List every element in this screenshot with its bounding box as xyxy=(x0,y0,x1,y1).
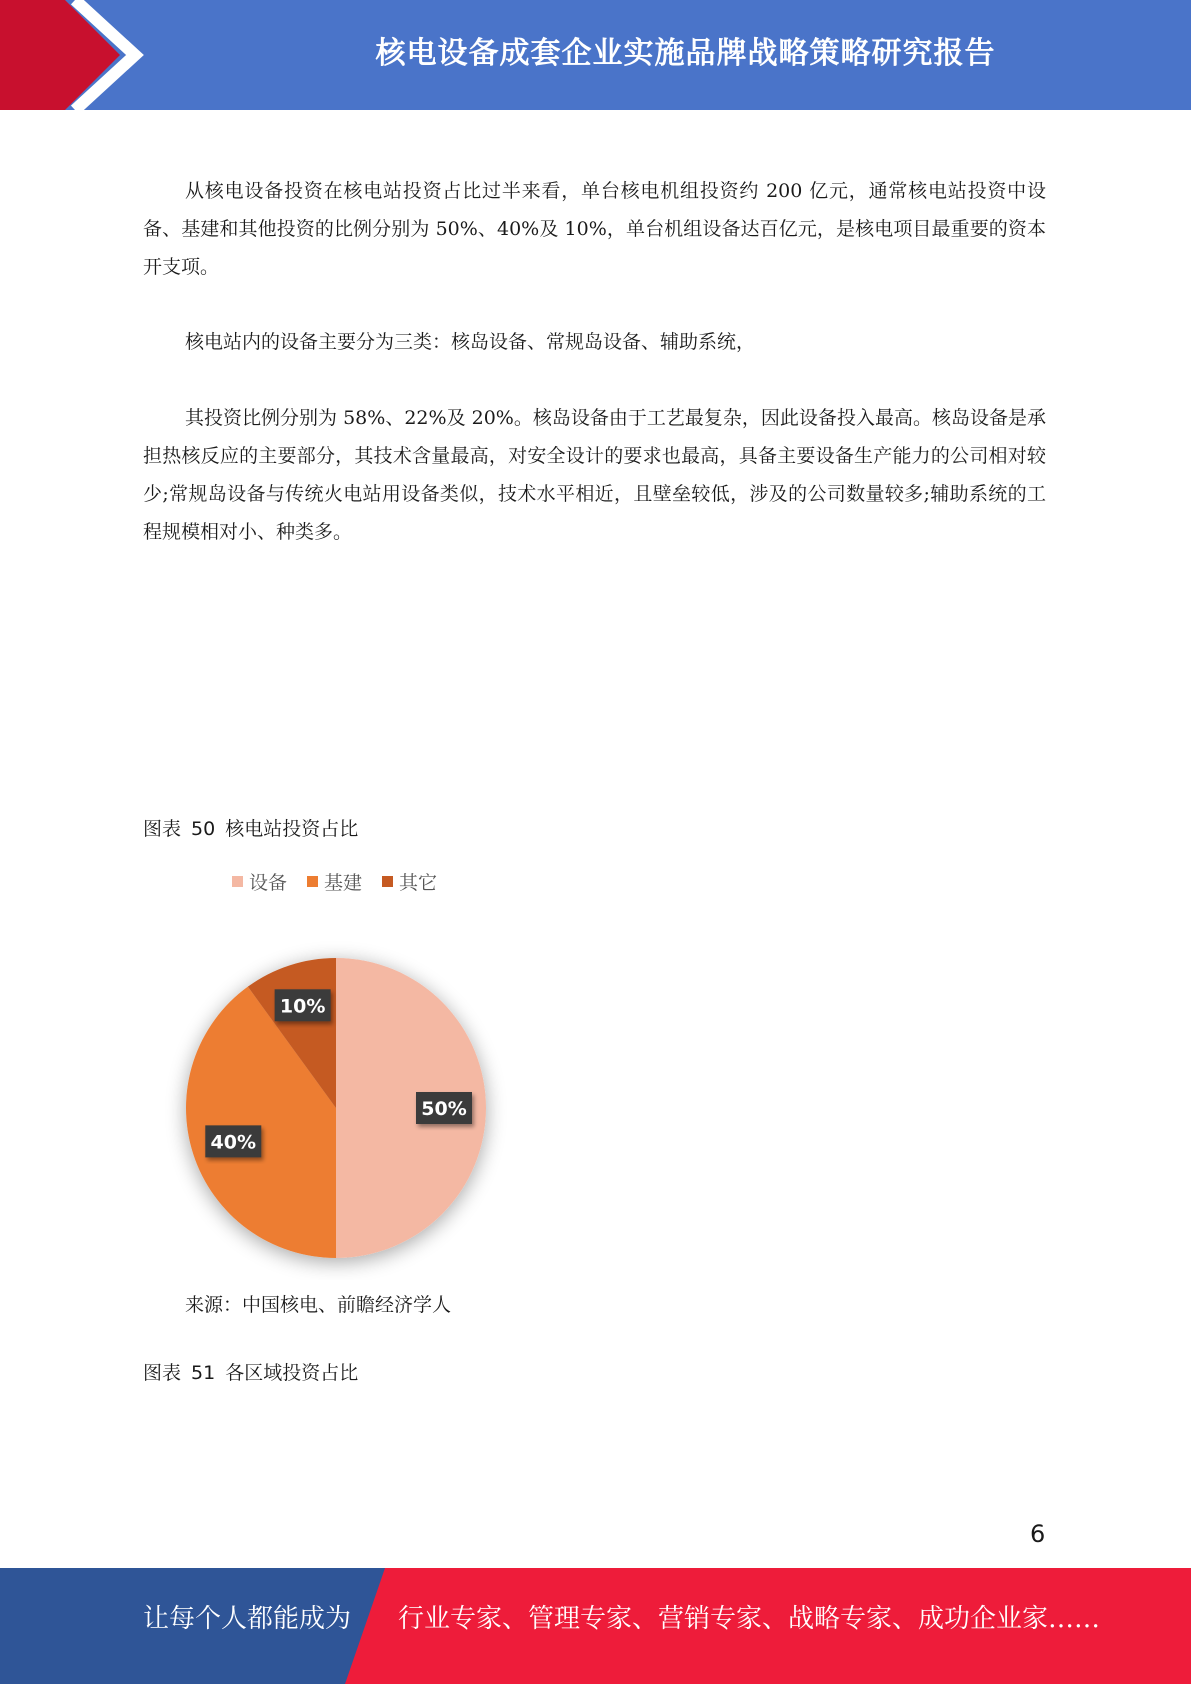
pie-data-label-0 xyxy=(416,1092,472,1124)
pie-data-label-text-1: 40% xyxy=(210,1131,257,1154)
legend-label-construction: 基建 xyxy=(324,872,363,894)
figure-51-number: 51 xyxy=(191,1362,216,1384)
pie-data-label-text-0: 50% xyxy=(421,1098,467,1120)
legend-item-construction xyxy=(307,868,362,895)
legend-label-other: 其它 xyxy=(399,872,438,894)
legend-item-other xyxy=(382,868,437,895)
pie-data-label-1 xyxy=(205,1125,261,1157)
paragraph-1-container xyxy=(143,172,1046,286)
paragraph-1: 从核电设备投资在核电站投资占比过半来看，单台核电机组投资约 200 亿元，通常核电站投资中设备、基建和其他投资的比例分别为 50%、40%及 10%，单台机组设备达百亿元，是核电项目最重要的资本开支项。 xyxy=(143,180,1046,278)
pie-data-label-text-2: 10% xyxy=(279,995,326,1018)
page-number: 6 xyxy=(1030,1520,1046,1548)
header-arrow-decoration xyxy=(0,0,160,110)
footer-slogan-left: 让每个人都能成为 xyxy=(143,1604,352,1634)
paragraph-2: 核电站内的设备主要分为三类：核岛设备、常规岛设备、辅助系统， xyxy=(185,331,756,353)
paragraph-2-container xyxy=(143,323,1046,361)
legend-swatch-equipment xyxy=(232,876,243,887)
figure-50-prefix: 图表 xyxy=(143,818,182,840)
figure-51-caption xyxy=(143,1358,358,1385)
header-bar xyxy=(0,0,1191,110)
paragraph-3: 其投资比例分别为 58%、22%及 20%。核岛设备由于工艺最复杂，因此设备投入最高。核岛设备是承担热核反应的主要部分，其技术含量最高，对安全设计的要求也最高，具备主要设备生产能力的公司相对较少;常规岛设备与传统火电站用设备类似，技术水平相近，且壁垒较低，涉及的公司数量较多;辅助系统的工程规模相对小、种类多。 xyxy=(143,407,1046,543)
legend-swatch-construction xyxy=(307,876,318,887)
figure-50-number: 50 xyxy=(191,818,216,840)
figure-51-title: 各区域投资占比 xyxy=(225,1362,359,1384)
figure-50-title: 核电站投资占比 xyxy=(225,818,359,840)
legend-item-equipment xyxy=(232,868,287,895)
pie-data-label-2 xyxy=(275,989,331,1021)
footer-slogan-right: 行业专家、管理专家、营销专家、战略专家、成功企业家…… xyxy=(398,1604,1101,1634)
investment-pie-chart xyxy=(150,920,530,1280)
report-title: 核电设备成套企业实施品牌战略策略研究报告 xyxy=(375,36,996,71)
figure-51-prefix: 图表 xyxy=(143,1362,182,1384)
paragraph-3-container xyxy=(143,399,1046,551)
chart-legend xyxy=(232,868,437,895)
figure-50-caption xyxy=(143,814,358,841)
legend-label-equipment: 设备 xyxy=(249,872,288,894)
chart-source: 来源：中国核电、前瞻经济学人 xyxy=(185,1294,452,1316)
legend-swatch-other xyxy=(382,876,393,887)
